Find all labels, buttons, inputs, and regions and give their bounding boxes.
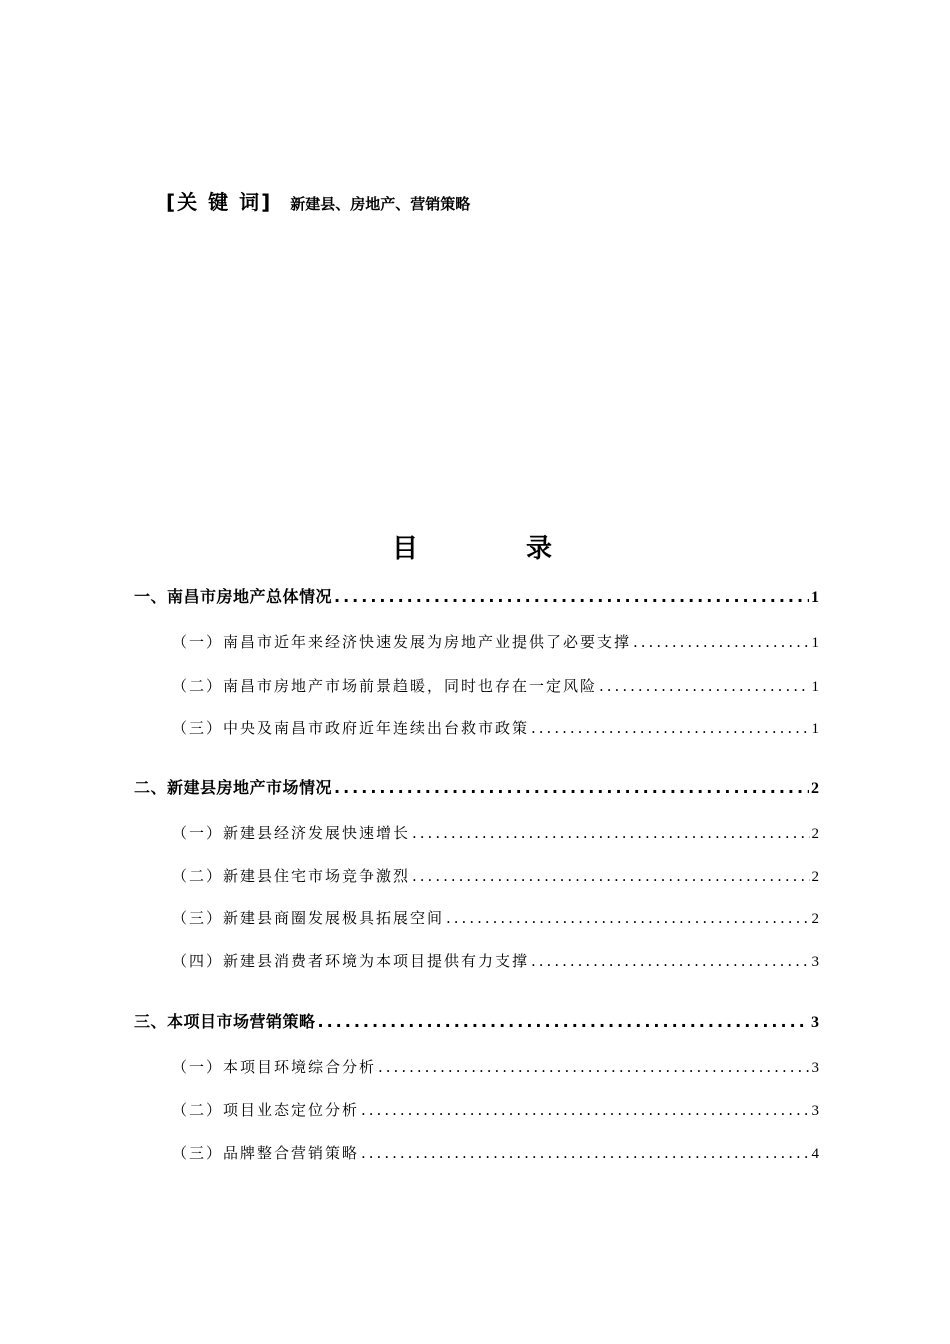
toc-entry-text: 三、本项目市场营销策略 (134, 1012, 316, 1031)
toc-entry-text: （三）品牌整合营销策略 (172, 1144, 360, 1162)
toc-dot-leader (599, 677, 809, 695)
keywords-line (166, 186, 470, 215)
toc-entry-text: （三）新建县商圈发展极具拓展空间 (172, 909, 445, 927)
toc-entry-text: （三）中央及南昌市政府近年连续出台救市政策 (172, 719, 530, 737)
toc-entry-page: 3 (811, 1060, 819, 1076)
toc-entry[interactable] (172, 631, 819, 652)
toc-entry-text: （一）本项目环境综合分析 (172, 1058, 377, 1076)
toc-entry-text: 一、南昌市房地产总体情况 (134, 587, 333, 606)
toc-entry-text: （一）南昌市近年来经济快速发展为房地产业提供了必要支撑 (172, 633, 632, 651)
toc-entry[interactable] (172, 865, 819, 886)
toc-entry-page: 1 (811, 679, 819, 695)
toc-entry-text: （二）新建县住宅市场竞争激烈 (172, 867, 411, 885)
toc-entry-text: （一）新建县经济发展快速增长 (172, 824, 411, 842)
toc-dot-leader (361, 1144, 809, 1162)
toc-entry[interactable] (134, 1009, 819, 1032)
toc-dot-leader (412, 824, 809, 842)
toc-entry-text: （四）新建县消费者环境为本项目提供有力支撑 (172, 952, 530, 970)
toc-entry[interactable] (172, 907, 819, 928)
toc-entry-text: （二）南昌市房地产市场前景趋暖，同时也存在一定风险 (172, 677, 598, 695)
toc-entry-page: 1 (811, 635, 819, 651)
toc-entry-page: 4 (811, 1146, 819, 1162)
toc-entry-page: 1 (811, 721, 819, 737)
toc-title: 目录 (392, 534, 661, 564)
toc-entry-page: 2 (811, 780, 819, 797)
toc-entry[interactable] (134, 584, 819, 607)
toc-dot-leader (378, 1058, 809, 1076)
toc-entry-page: 3 (811, 1103, 819, 1119)
toc-dot-leader (318, 1012, 809, 1031)
keywords-value: 新建县、房地产、营销策略 (290, 195, 471, 213)
toc-entry-page: 2 (811, 826, 819, 842)
toc-dot-leader (446, 909, 809, 927)
keywords-label: [关 键 词] (166, 190, 273, 214)
toc-entry-page: 2 (811, 911, 819, 927)
toc-dot-leader (633, 633, 809, 651)
toc-entry[interactable] (134, 775, 819, 798)
toc-entry-page: 3 (811, 1014, 819, 1031)
toc-dot-leader (412, 867, 809, 885)
toc-entry[interactable] (172, 1099, 819, 1120)
toc-entry-page: 2 (811, 869, 819, 885)
toc-entry-page: 3 (811, 954, 819, 970)
toc-dot-leader (334, 778, 809, 797)
toc-entry[interactable] (172, 717, 819, 738)
toc-entry[interactable] (172, 1142, 819, 1163)
toc-entry-text: （二）项目业态定位分析 (172, 1101, 360, 1119)
toc-entry[interactable] (172, 950, 819, 971)
toc-dot-leader (361, 1101, 809, 1119)
toc-dot-leader (531, 719, 809, 737)
toc-entry-page: 1 (811, 589, 819, 606)
toc-dot-leader (334, 587, 809, 606)
toc-entry-text: 二、新建县房地产市场情况 (134, 778, 333, 797)
toc-entry[interactable] (172, 1056, 819, 1077)
toc-entry[interactable] (172, 675, 819, 696)
toc-entry[interactable] (172, 822, 819, 843)
toc-dot-leader (531, 952, 809, 970)
